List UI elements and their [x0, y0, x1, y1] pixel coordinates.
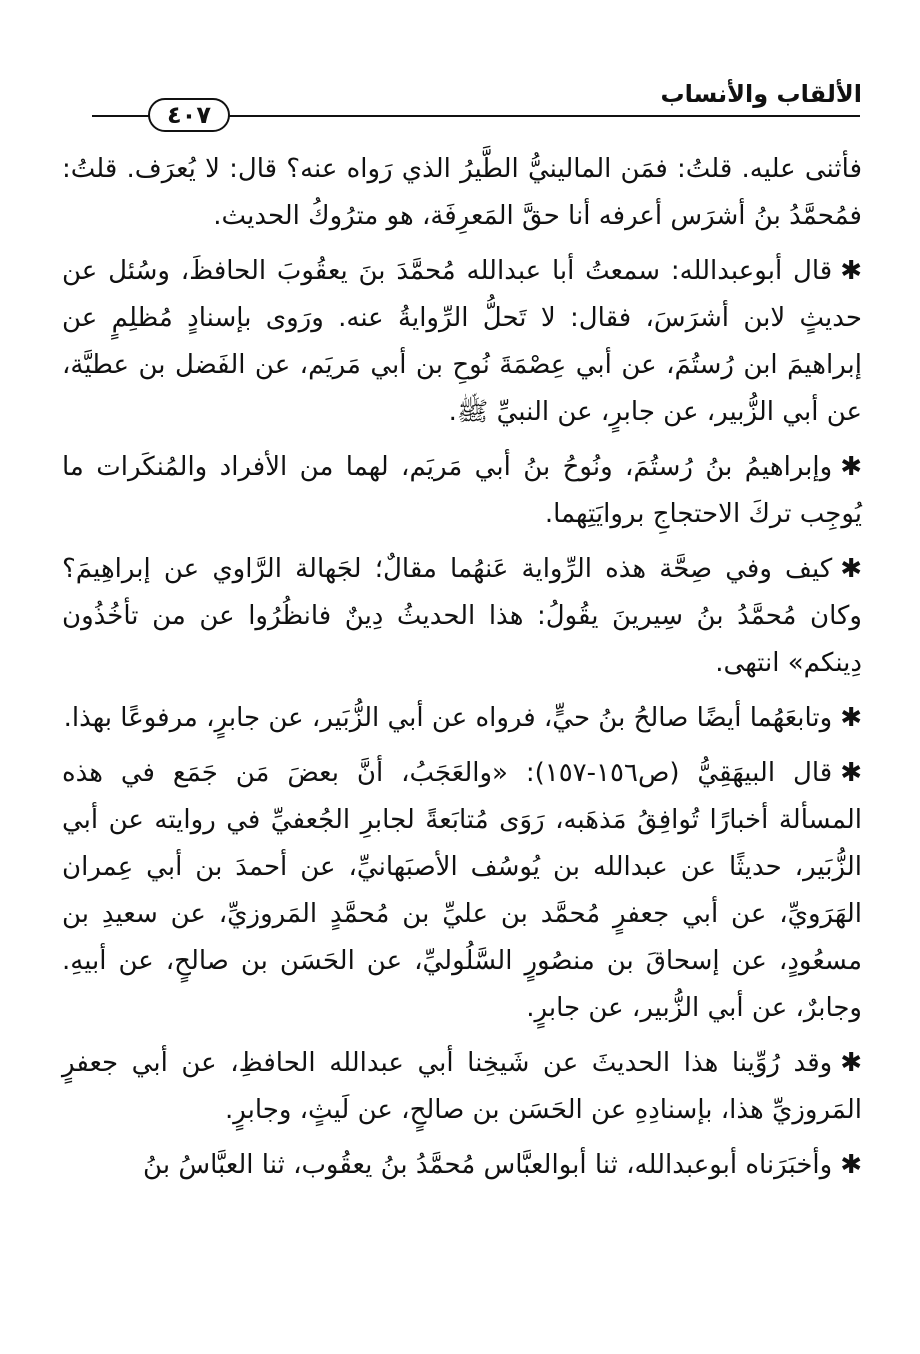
star-bullet-icon: ✱ — [840, 758, 862, 788]
running-title: الألقاب والأنساب — [660, 80, 862, 108]
paragraph — [62, 146, 862, 240]
paragraph-text: فأثنى عليه. قلتُ: فمَن المالينيُّ الطَّيرُ الذي رَواه عنه؟ قال: لا يُعرَف. قلتُ: فمُحمَّدُ بنُ أشرَس أعرفه أنا حقَّ المَعرِفَة، هو مترُوكُ الحديث. — [62, 154, 862, 231]
star-bullet-icon: ✱ — [840, 554, 862, 584]
paragraph-text: كيف وفي صِحَّة هذه الرِّواية عَنهُما مقالٌ؛ لجَهالة الرَّاوي عن إبراهِيمَ؟ وكان مُحمَّدُ بنُ سِيرينَ يقُولُ: هذا الحديثُ دِينٌ فانظُرُوا عن من تأخُذُون دِينكم» انتهى. — [62, 554, 862, 678]
paragraph-text: وأخبَرَناه أبوعبدالله، ثنا أبوالعبَّاس مُحمَّدُ بنُ يعقُوب، ثنا العبَّاسُ بنُ — [143, 1150, 833, 1180]
paragraph-text: قال البيهَقِيُّ (ص١٥٦-١٥٧): «والعَجَبُ، أنَّ بعضَ مَن جَمَع في هذه المسألة أخبارًا تُوافِقُ مَذهَبه، رَوَى مُتابَعةً لجابرِ الجُعفيِّ في روايته عن أبي الزُّبَير، حديثًا عن عبدالله بن يُوسُف الأصبَهانيِّ، عن أحمدَ بن أبي عِمران الهَرَويِّ، عن أبي جعفرٍ مُحمَّد بن عليِّ بن مُحمَّدٍ المَروزيِّ، عن سعيدِ بن مسعُودٍ، عن إسحاقَ بن منصُورٍ السَّلُوليِّ، عن الحَسَن بن صالحٍ، عن أبيهِ. وجابرٌ، عن أبي الزُّبير، عن جابرٍ. — [62, 758, 862, 1023]
paragraph-text: وتابعَهُما أيضًا صالحُ بنُ حيٍّ، فرواه عن أبي الزُّبَير، عن جابرٍ، مرفوعًا بهذا. — [63, 703, 833, 733]
paragraph — [62, 444, 862, 538]
page-number: ٤٠٧ — [148, 98, 230, 132]
paragraph-text: وقد رُوِّينا هذا الحديثَ عن شَيخِنا أبي عبدالله الحافظِ، عن أبي جعفرٍ المَروزيِّ هذا، بإسنادِهِ عن الحَسَن بن صالحٍ، عن لَيثٍ، وجابرٍ. — [62, 1048, 862, 1125]
body-text — [62, 146, 862, 1189]
paragraph — [62, 1142, 862, 1189]
paragraph — [62, 248, 862, 436]
paragraph — [62, 546, 862, 687]
star-bullet-icon: ✱ — [840, 703, 862, 733]
star-bullet-icon: ✱ — [840, 1048, 862, 1078]
paragraph — [62, 695, 862, 742]
star-bullet-icon: ✱ — [840, 452, 862, 482]
paragraph — [62, 1040, 862, 1134]
paragraph-text: وإبراهيمُ بنُ رُستُمَ، ونُوحُ بنُ أبي مَريَم، لهما من الأفراد والمُنكَرات ما يُوجِب تركَ الاحتجاجِ بروايَتِهما. — [62, 452, 862, 529]
star-bullet-icon: ✱ — [840, 1150, 862, 1180]
paragraph-text: قال أبوعبدالله: سمعتُ أبا عبدالله مُحمَّدَ بنَ يعقُوبَ الحافظَ، وسُئل عن حديثٍ لابن أشرَسَ، فقال: لا تَحلُّ الرِّوايةُ عنه. ورَوى بإسنادٍ مُظلِمٍ عن إبراهيمَ ابن رُستُمَ، عن أبي عِصْمَةَ نُوحِ بن أبي مَريَم، عن الفَضل بن عطيَّة، عن أبي الزُّبير، عن جابرٍ، عن النبيِّ ﷺ. — [62, 256, 862, 427]
paragraph — [62, 750, 862, 1032]
star-bullet-icon: ✱ — [840, 256, 862, 286]
